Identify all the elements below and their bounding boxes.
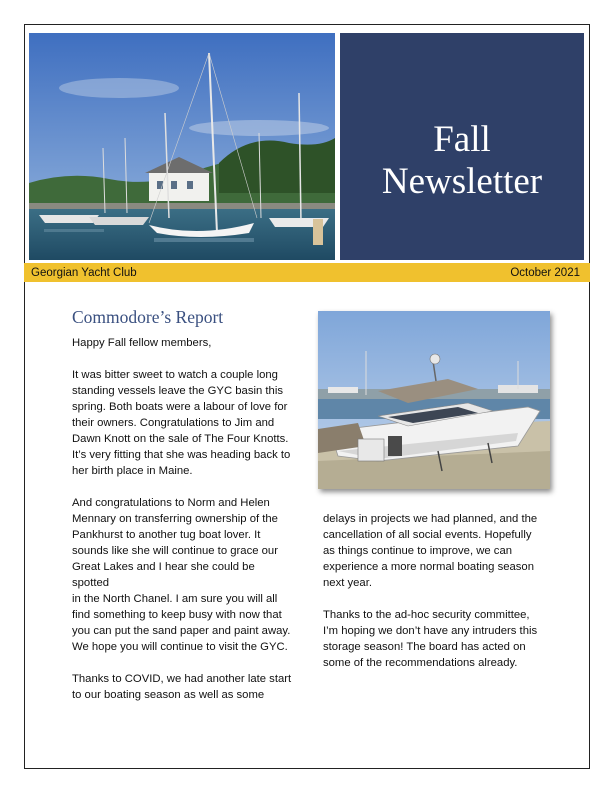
- marina-sailboats-photo: [29, 33, 335, 260]
- paragraph: Happy Fall fellow members,: [72, 337, 212, 349]
- club-name: Georgian Yacht Club: [31, 266, 137, 279]
- paragraph: Thanks to COVID, we had another late start to our boating season as well as some: [72, 673, 292, 701]
- paragraph: It was bitter sweet to watch a couple long standing vessels leave the GYC basin this spring. Both boats were a labour of love for their owners. Congratulations to Jim and Dawn Knott on the sale of The Four Knotts. It’s very fitting that she was heading back to her birth place in Maine.: [72, 369, 291, 477]
- title-line-1: Fall: [433, 118, 491, 160]
- article-left-column: [72, 335, 292, 719]
- paragraph: delays in projects we had planned, and the cancellation of all social events. Hopefully as things continue to improve, we can experience a more normal boating season next year.: [323, 513, 538, 589]
- paragraph: And congratulations to Norm and Helen Mennary on transferring ownership of the Pankhurst to another tug boat lover. It sounds like she will continue to grace our Great Lakes and I hear she could be spotted in the North Chanel. I am sure you will all find something to keep busy with now that you can put the sand paper and paint away. We hope you will continue to visit the GYC.: [72, 497, 291, 653]
- issue-date: October 2021: [510, 266, 580, 279]
- cabin-cruiser-photo: [318, 311, 550, 489]
- paragraph: Thanks to the ad-hoc security committee, I’m hoping we don’t have any intruders this storage season! The board has acted on some of the recommendations already.: [323, 609, 538, 669]
- newsletter-title: [382, 119, 542, 203]
- title-block: [340, 33, 584, 260]
- title-line-2: Newsletter: [381, 160, 543, 202]
- article-right-column: [323, 511, 555, 687]
- banner-bar: [24, 263, 590, 282]
- section-heading: Commodore’s Report: [72, 307, 224, 327]
